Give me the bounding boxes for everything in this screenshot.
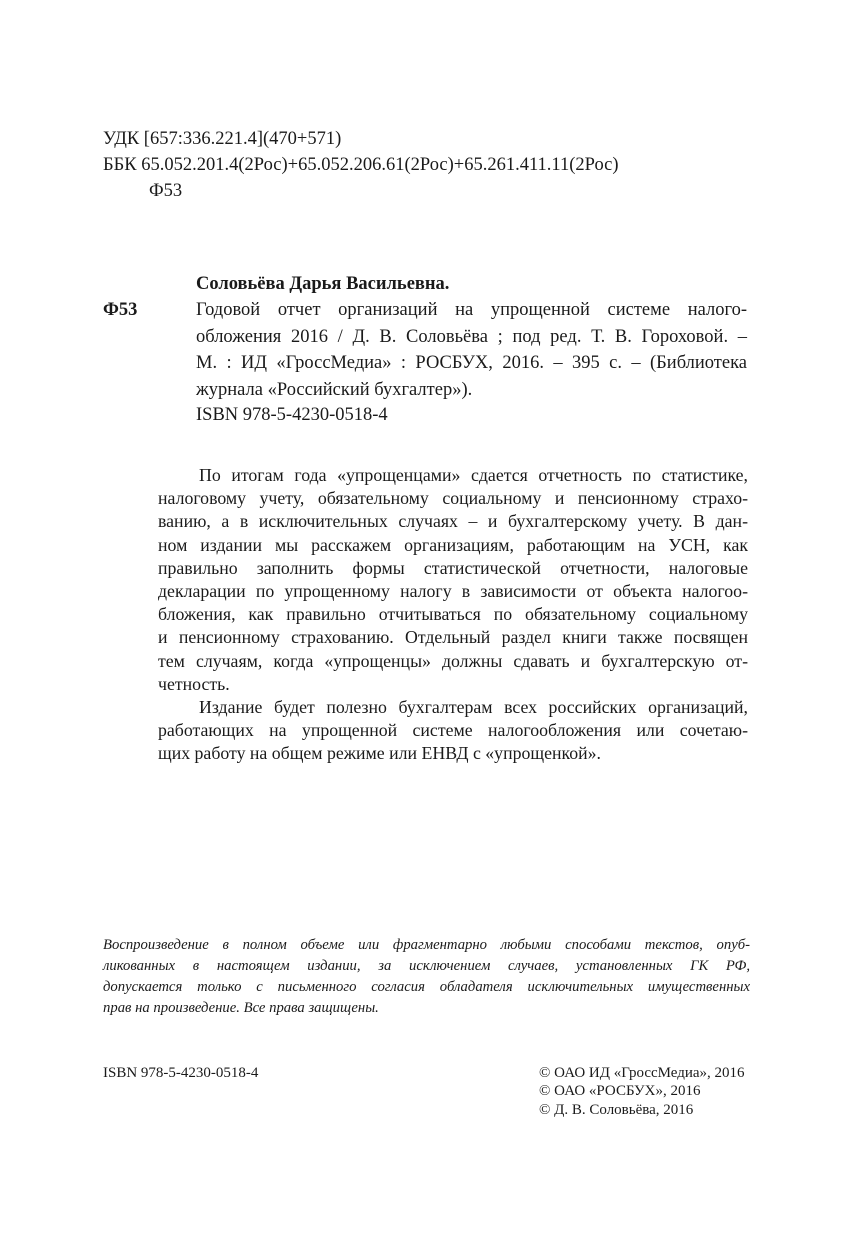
classification-block [103,126,619,204]
footer-isbn: ISBN 978-5-4230-0518-4 [103,1065,259,1081]
copyright-line: © ОАО «РОСБУХ», 2016 [539,1083,701,1100]
copyright-line: © ОАО ИД «ГроссМедиа», 2016 [539,1065,745,1081]
annotation-line: Издание будет полезно бухгалтерам всех российских организаций, [199,697,748,718]
annotation-line: По итогам года «упрощенцами» сдается отчетность по статистике, [199,465,748,485]
annotation-line: щих работу на общем режиме или ЕНВД с «упрощенкой». [158,743,601,764]
bbk-code: ББК 65.052.201.4(2Рос)+65.052.206.61(2Рос)+65.261.411.11(2Рос) [103,155,619,175]
notice-line: допускается только с письменного согласия обладателя исключительных имущественных [103,979,750,995]
catalog-description-line: журнала «Российский бухгалтер»). [196,379,473,400]
annotation-line: работающих на упрощенной системе налогообложения или сочетаю- [158,720,748,741]
author-mark: Ф53 [149,181,183,201]
annotation-line: налоговому учету, обязательному социальному и пенсионному страхо- [158,488,748,509]
notice-line: прав на произведение. Все права защищены. [103,1000,379,1016]
rights-notice [103,935,750,1019]
catalog-author: Соловьёва Дарья Васильевна. [196,274,450,294]
annotation-line: ванию, а в исключительных случаях – и бухгалтерскому учету. В дан- [158,511,748,532]
catalog-description-line: М. : ИД «ГроссМедиа» : РОСБУХ, 2016. – 395 с. – (Библиотека [196,353,747,373]
annotation-line: и пенсионному страхованию. Отдельный раздел книги также посвящен [158,627,748,648]
udk-code: УДК [657:336.221.4](470+571) [103,129,342,149]
catalog-description [196,297,747,403]
copyright-line: © Д. В. Соловьёва, 2016 [539,1101,694,1118]
notice-line: ликованных в настоящем издании, за исключением случаев, установленных ГК РФ, [103,958,750,974]
annotation-line: декларации по упрощенному налогу в зависимости от объекта налогоо- [158,581,748,602]
catalog-description-line: обложения 2016 / Д. В. Соловьёва ; под ред. Т. В. Гороховой. – [196,326,747,347]
catalog-code: Ф53 [103,300,138,320]
notice-line: Воспроизведение в полном объеме или фрагментарно любыми способами текстов, опуб- [103,937,750,953]
annotation-line: правильно заполнить формы статистической отчетности, налоговые [158,557,748,578]
annotation-line: четность. [158,673,230,694]
annotation-line: ном издании мы расскажем организациям, работающим на УСН, как [158,534,748,555]
catalog-description-line: Годовой отчет организаций на упрощенной системе налого- [196,300,747,320]
annotation-line: бложения, как правильно отчитываться по обязательному социальному [158,604,748,625]
annotation [158,464,748,766]
copyright-list [539,1064,745,1119]
annotation-line: тем случаям, когда «упрощенцы» должны сдавать и бухгалтерскую от- [158,650,748,671]
catalog-isbn: ISBN 978-5-4230-0518-4 [196,405,388,425]
